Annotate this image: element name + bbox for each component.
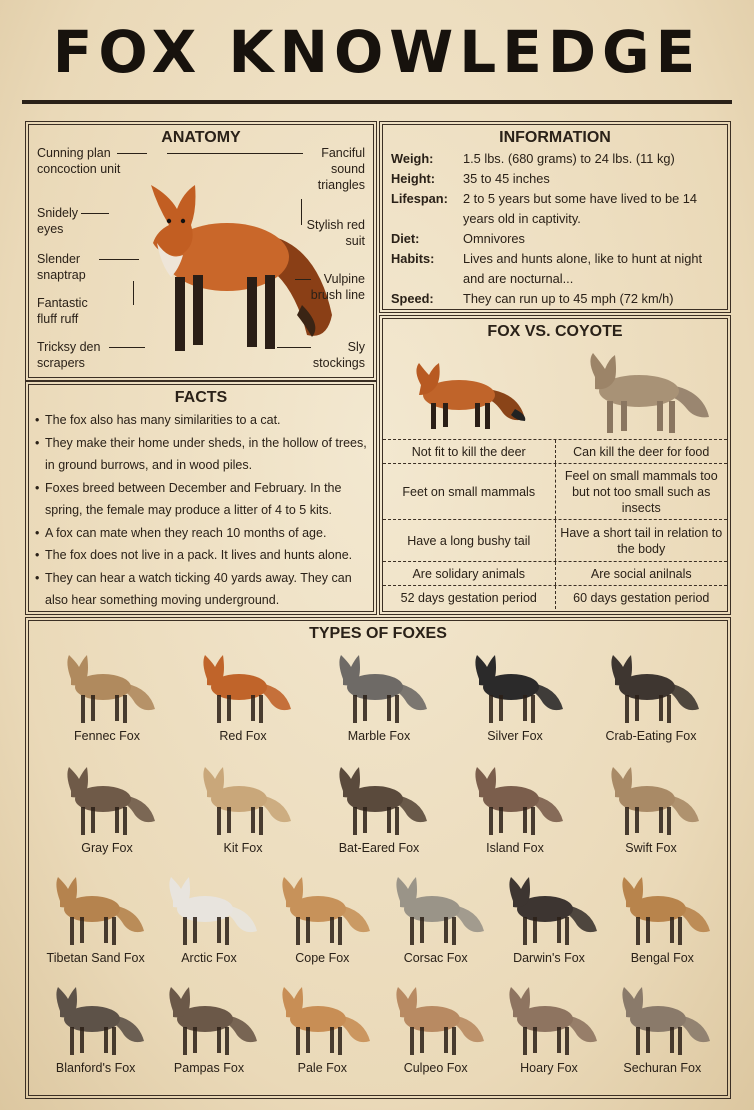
info-row-habits xyxy=(383,249,727,289)
info-row-weigh xyxy=(383,149,727,169)
title-divider xyxy=(22,100,732,104)
fox-type-image xyxy=(46,977,146,1059)
fox-type-image xyxy=(159,867,259,949)
fox-type-image xyxy=(465,757,565,839)
fox-type-item xyxy=(319,645,439,744)
leader-line xyxy=(301,199,302,225)
fox-type-name: Corsac Fox xyxy=(403,951,468,965)
fox-type-image xyxy=(57,645,157,727)
info-row-height xyxy=(383,169,727,189)
fact-item: • The fox does not live in a pack. It lives and hunts alone. xyxy=(29,544,373,567)
fox-type-image xyxy=(272,977,372,1059)
fox-type-image xyxy=(612,977,712,1059)
info-key: Lifespan: xyxy=(391,191,448,206)
fox-type-name: Island Fox xyxy=(486,841,544,855)
fox-type-item xyxy=(492,867,605,966)
fox-type-item xyxy=(379,977,492,1076)
anatomy-label-ears: Fanciful sound triangles xyxy=(317,146,365,192)
fox-type-image xyxy=(272,867,372,949)
coyote-image xyxy=(575,347,715,437)
anatomy-label-eyes: Snidely eyes xyxy=(37,206,78,236)
fact-item: • They make their home under sheds, in the hollow of trees, in ground burrows, and in wood piles. xyxy=(29,432,373,477)
fox-type-item xyxy=(266,977,379,1076)
fox-type-name: Bengal Fox xyxy=(630,951,694,965)
leader-line xyxy=(109,347,145,348)
fox-type-name: Cope Fox xyxy=(295,951,350,965)
fox-cell: Not fit to kill the deer xyxy=(383,440,556,463)
anatomy-label-red-suit: Stylish red suit xyxy=(306,218,365,248)
fox-type-image xyxy=(193,757,293,839)
anatomy-label-snaptrap: Slender snaptrap xyxy=(37,252,86,282)
fox-type-image xyxy=(159,977,259,1059)
anatomy-panel xyxy=(28,124,374,378)
fox-type-image xyxy=(329,757,429,839)
leader-line xyxy=(81,213,109,214)
fox-type-name: Gray Fox xyxy=(81,841,133,855)
fox-type-item xyxy=(47,645,167,744)
poster-title: FOX KNOWLEDGE xyxy=(52,18,702,86)
fox-type-item xyxy=(455,757,575,856)
fact-item: • A fox can mate when they reach 10 months of age. xyxy=(29,522,373,545)
fox-type-image xyxy=(329,645,429,727)
comparison-row xyxy=(383,561,727,585)
fox-type-name: Swift Fox xyxy=(625,841,677,855)
fox-type-item xyxy=(591,645,711,744)
info-key: Speed: xyxy=(391,291,434,306)
coyote-cell: Have a short tail in relation to the body xyxy=(560,525,723,556)
anatomy-label-den-scrapers: Tricksy den scrapers xyxy=(37,340,101,370)
info-value: 2 to 5 years but some have lived to be 14 years old in captivity. xyxy=(463,191,698,226)
types-heading: TYPES OF FOXES xyxy=(309,625,447,642)
red-fox-side-image xyxy=(399,349,529,433)
fox-type-item xyxy=(39,977,152,1076)
comparison-table xyxy=(383,439,727,609)
fox-type-item xyxy=(47,757,167,856)
comparison-row xyxy=(383,519,727,561)
fox-type-item xyxy=(183,645,303,744)
leader-line xyxy=(167,153,303,154)
fact-item: • Foxes breed between December and February. In the spring, the female may produce a litter of 4 to 5 kits. xyxy=(29,477,373,522)
fox-type-image xyxy=(465,645,565,727)
fox-cell: 52 days gestation period xyxy=(383,586,556,609)
fox-type-image xyxy=(499,977,599,1059)
fox-type-image xyxy=(612,867,712,949)
leader-line xyxy=(295,279,311,280)
coyote-cell: 60 days gestation period xyxy=(573,590,710,605)
leader-line xyxy=(99,259,139,260)
information-panel xyxy=(382,124,728,310)
info-key: Habits: xyxy=(391,251,435,266)
fox-type-name: Culpeo Fox xyxy=(403,1061,468,1075)
coyote-heading: FOX VS. COYOTE xyxy=(487,323,623,340)
fox-type-name: Bat-Eared Fox xyxy=(338,841,420,855)
fox-type-image xyxy=(499,867,599,949)
fox-type-item xyxy=(39,867,152,966)
fox-type-item xyxy=(266,867,379,966)
info-key: Weigh: xyxy=(391,151,434,166)
comparison-row xyxy=(383,585,727,609)
fox-type-item xyxy=(455,645,575,744)
fox-type-name: Pale Fox xyxy=(297,1061,347,1075)
fact-item: • The fox also has many similarities to a cat. xyxy=(29,409,373,432)
info-row-lifespan xyxy=(383,189,727,229)
fox-type-item xyxy=(591,757,711,856)
fox-type-name: Sechuran Fox xyxy=(623,1061,702,1075)
fox-type-item xyxy=(152,977,265,1076)
info-value: 35 to 45 inches xyxy=(463,171,550,186)
fox-type-name: Arctic Fox xyxy=(181,951,237,965)
fox-type-item xyxy=(606,977,719,1076)
fox-type-name: Fennec Fox xyxy=(73,729,140,743)
comparison-row xyxy=(383,439,727,463)
info-value: They can run up to 45 mph (72 km/h) xyxy=(463,291,674,306)
fox-cell: Are solidary animals xyxy=(383,562,556,585)
fox-type-name: Silver Fox xyxy=(487,729,543,743)
fox-type-item xyxy=(319,757,439,856)
info-row-diet xyxy=(383,229,727,249)
fox-type-image xyxy=(193,645,293,727)
fox-type-item xyxy=(183,757,303,856)
fox-type-item xyxy=(606,867,719,966)
leader-line xyxy=(133,281,134,305)
facts-panel xyxy=(28,384,374,612)
info-key: Diet: xyxy=(391,231,420,246)
info-value: Lives and hunts alone, like to hunt at night and are nocturnal... xyxy=(463,251,703,286)
fox-type-name: Darwin's Fox xyxy=(513,951,585,965)
coyote-cell: Are social anilnals xyxy=(590,566,692,581)
leader-line xyxy=(277,347,311,348)
fox-type-name: Blanford's Fox xyxy=(55,1061,136,1075)
anatomy-heading: ANATOMY xyxy=(161,129,241,146)
coyote-cell: Feel on small mammals too but not too small such as insects xyxy=(564,468,718,515)
fox-type-name: Red Fox xyxy=(219,729,267,743)
facts-list xyxy=(29,409,373,612)
fox-vs-coyote-panel xyxy=(382,318,728,612)
fox-type-item xyxy=(379,867,492,966)
information-list xyxy=(383,149,727,309)
fox-type-name: Hoary Fox xyxy=(520,1061,578,1075)
anatomy-label-ears-plan: Cunning plan concoction unit xyxy=(37,146,121,176)
information-heading: INFORMATION xyxy=(499,129,611,146)
coyote-cell: Can kill the deer for food xyxy=(573,444,710,459)
fox-type-name: Crab-Eating Fox xyxy=(605,729,697,743)
fox-type-image xyxy=(386,867,486,949)
red-fox-illustration xyxy=(117,165,337,365)
fox-type-image xyxy=(601,645,701,727)
fox-cell: Feet on small mammals xyxy=(383,464,556,519)
info-row-speed xyxy=(383,289,727,309)
fox-type-name: Tibetan Sand Fox xyxy=(46,951,145,965)
fox-type-name: Pampas Fox xyxy=(173,1061,245,1075)
fox-type-name: Kit Fox xyxy=(223,841,263,855)
fox-type-image xyxy=(57,757,157,839)
fox-type-name: Marble Fox xyxy=(347,729,411,743)
fox-type-item xyxy=(152,867,265,966)
fox-cell: Have a long bushy tail xyxy=(383,520,556,561)
info-value: 1.5 lbs. (680 grams) to 24 lbs. (11 kg) xyxy=(463,151,675,166)
fox-type-item xyxy=(492,977,605,1076)
anatomy-label-stockings: Sly stockings xyxy=(312,340,365,370)
fox-type-image xyxy=(386,977,486,1059)
anatomy-label-tail: Vulpine brush line xyxy=(310,272,365,302)
fox-type-image xyxy=(601,757,701,839)
facts-heading: FACTS xyxy=(174,389,228,406)
fox-type-image xyxy=(46,867,146,949)
leader-line xyxy=(117,153,147,154)
anatomy-label-ruff: Fantastic fluff ruff xyxy=(37,296,88,326)
info-key: Height: xyxy=(391,171,436,186)
fact-item: • They can hear a watch ticking 40 yards away. They can also hear something moving underground. xyxy=(29,567,373,612)
info-value: Omnivores xyxy=(463,231,525,246)
types-of-foxes-panel xyxy=(28,620,728,1096)
comparison-row xyxy=(383,463,727,519)
